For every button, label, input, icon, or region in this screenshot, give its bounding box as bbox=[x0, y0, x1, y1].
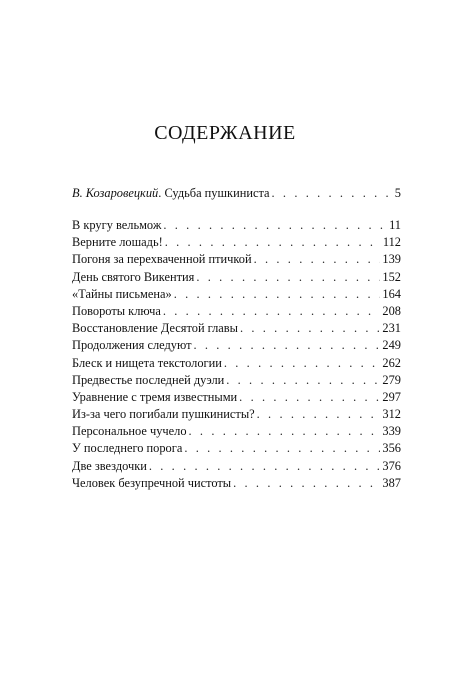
dot-leader bbox=[163, 217, 387, 234]
dot-leader bbox=[149, 458, 381, 475]
toc-row bbox=[72, 406, 401, 423]
page-title: СОДЕРЖАНИЕ bbox=[154, 122, 296, 144]
intro-author: В. Козаровецкий bbox=[72, 186, 159, 200]
toc-row bbox=[72, 303, 401, 320]
toc-page-number: 164 bbox=[382, 286, 401, 301]
dot-leader bbox=[224, 355, 381, 372]
toc-page-number: 249 bbox=[382, 338, 401, 353]
toc-entry-title: Повороты ключа bbox=[72, 303, 161, 318]
toc-page-number: 297 bbox=[382, 389, 401, 404]
toc-entry-title: «Тайны письмена» bbox=[72, 286, 172, 301]
toc-entry-title: День святого Викентия bbox=[72, 269, 195, 284]
toc-page-number: 11 bbox=[389, 218, 401, 232]
toc-page-number: 231 bbox=[382, 321, 401, 336]
toc-page-number: 112 bbox=[382, 235, 401, 250]
toc-entry-title: Две звездочки bbox=[72, 458, 147, 473]
toc-row bbox=[72, 234, 401, 251]
toc-entry-title: Человек безупречной чистоты bbox=[72, 475, 232, 490]
toc-page-number: 152 bbox=[382, 269, 401, 284]
toc-row bbox=[72, 337, 401, 354]
dot-leader bbox=[165, 234, 381, 251]
toc-page-number: 376 bbox=[382, 458, 401, 473]
toc-page-number: 387 bbox=[382, 475, 401, 490]
toc-entry-title: У последнего порога bbox=[72, 441, 183, 456]
toc-row bbox=[72, 217, 401, 234]
toc-entry-title: Погоня за перехваченной птичкой bbox=[72, 252, 252, 267]
dot-leader bbox=[257, 406, 381, 423]
toc-row bbox=[72, 320, 401, 337]
toc-row bbox=[72, 372, 401, 389]
toc-entry-title: Блеск и нищета текстологии bbox=[72, 355, 222, 370]
toc-entry-title: Верните лошадь! bbox=[72, 235, 163, 250]
toc-entry-title: Продолжения следуют bbox=[72, 338, 192, 353]
intro-page-number: 5 bbox=[394, 186, 401, 200]
toc-entry-title: В кругу вельмож bbox=[72, 218, 162, 232]
dot-leader bbox=[233, 475, 380, 492]
toc-entry-title: Предвестье последней дуэли bbox=[72, 372, 225, 387]
toc-entry-title: Персональное чучело bbox=[72, 424, 187, 439]
toc-page-number: 339 bbox=[382, 424, 401, 439]
toc-entry-title: Из-за чего погибали пушкинисты? bbox=[72, 407, 255, 422]
toc-page-number: 139 bbox=[382, 252, 401, 267]
toc-list bbox=[72, 217, 401, 492]
toc-page-number: 208 bbox=[382, 303, 401, 318]
dot-leader bbox=[272, 185, 393, 202]
toc-intro-row bbox=[72, 185, 401, 202]
toc-page-number: 312 bbox=[382, 407, 401, 422]
toc-intro-entry bbox=[72, 185, 270, 202]
toc-row bbox=[72, 355, 401, 372]
dot-leader bbox=[240, 320, 380, 337]
intro-separator: . bbox=[158, 186, 162, 200]
toc-page-number: 356 bbox=[382, 441, 401, 456]
dot-leader bbox=[193, 337, 380, 354]
toc-row bbox=[72, 286, 401, 303]
dot-leader bbox=[163, 303, 381, 320]
toc-row bbox=[72, 475, 401, 492]
dot-leader bbox=[254, 251, 381, 268]
dot-leader bbox=[174, 286, 381, 303]
toc-row bbox=[72, 269, 401, 286]
toc-intro bbox=[72, 185, 401, 202]
toc-row bbox=[72, 458, 401, 475]
dot-leader bbox=[189, 423, 381, 440]
toc-row bbox=[72, 440, 401, 457]
dot-leader bbox=[184, 440, 380, 457]
intro-text: Судьба пушкиниста bbox=[164, 186, 270, 200]
toc-entry-title: Уравнение с тремя известными bbox=[72, 389, 238, 404]
dot-leader bbox=[239, 389, 380, 406]
toc-entry-title: Восстановление Десятой главы bbox=[72, 321, 238, 336]
dot-leader bbox=[226, 372, 380, 389]
toc-page-number: 279 bbox=[382, 372, 401, 387]
toc-page-number: 262 bbox=[382, 355, 401, 370]
toc-row bbox=[72, 423, 401, 440]
dot-leader bbox=[196, 269, 380, 286]
toc-row bbox=[72, 389, 401, 406]
toc-row bbox=[72, 251, 401, 268]
